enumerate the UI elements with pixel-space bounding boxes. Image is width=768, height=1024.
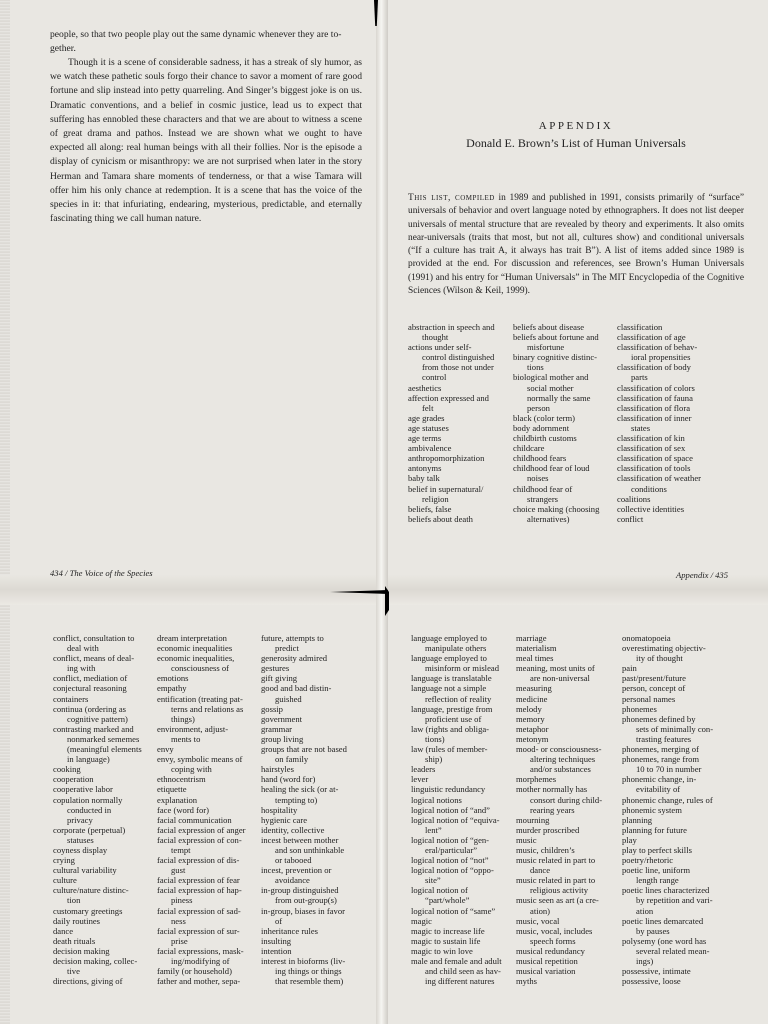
list-item: poetic lines demarcated (622, 915, 704, 926)
list-item: dance (53, 925, 74, 936)
list-item: conflict, means of deal- (53, 653, 135, 664)
list-item-continuation: conditions (631, 483, 667, 494)
list-item-continuation: consciousness of (171, 663, 229, 674)
list-item-continuation: tempting to) (275, 794, 318, 805)
list-item: mother normally has (516, 784, 588, 795)
list-item: beliefs about fortune and (513, 332, 599, 343)
list-item: logical notions (411, 794, 462, 805)
list-item-continuation: in language) (67, 754, 110, 765)
list-item-continuation: lent” (425, 824, 442, 835)
list-item-continuation: dance (530, 865, 551, 876)
list-item-continuation: ation) (530, 905, 551, 916)
list-item: copulation normally (53, 794, 123, 805)
list-item-continuation: tempt (171, 844, 191, 855)
universals-list-top-col-3 (617, 322, 701, 524)
list-item: medicine (516, 693, 548, 704)
list-item: classification of inner (617, 412, 692, 423)
list-item: conflict, consultation to (53, 633, 135, 643)
list-item: empathy (157, 683, 187, 694)
list-item-continuation: parts (631, 372, 648, 383)
list-item: logical notion of “gen- (411, 834, 490, 845)
page-folio-434: 434 / The Voice of the Species (50, 568, 153, 578)
list-item: phonemes, range from (622, 754, 700, 765)
list-item-continuation: piness (171, 895, 193, 906)
list-item: contrasting marked and (53, 723, 134, 734)
list-item: abstraction in speech and (408, 322, 495, 332)
list-item: music (516, 834, 537, 845)
list-item: logical notion of “same” (411, 905, 496, 916)
list-item: insulting (261, 935, 292, 946)
list-item-continuation: gust (171, 865, 186, 876)
list-item-continuation: ing different natures (425, 976, 495, 987)
body-paragraph-2: Though it is a scene of considerable sadness, it has a streak of sly humor, as we watch these pathetic souls forgo their chance to savor a moment of rare good fortune and slip instead into petty quarreling. And Singer’s biggest joke is on us. Dramatic conventions, and a belief in cosmic justice, lead us to expect that suffering has ennobled these characters and that we are about to witness a scene of great drama and pathos. Instead we are shown what we ought to have expected all along: real human beings with all their follies. Nor is the episode a display of cynicism or misanthropy: we are not surprised when later in the story Herman and Tamara share moments of tenderness, or that a wise Tamara will offer him his only chance at redemption. It is a scene that has the voice of the species in it: that infuriating, endearing, mysterious, predictable, and eternally fascinating thing we call human nature. (50, 57, 362, 225)
list-item-continuation: several related mean- (636, 945, 710, 956)
list-item: overestimating objectiv- (622, 643, 706, 654)
list-item: death rituals (53, 935, 96, 946)
list-item: poetic lines characterized (622, 885, 710, 896)
list-item: mood- or consciousness- (516, 744, 602, 755)
list-item-continuation: ings) (636, 956, 654, 966)
list-item: childhood fears (513, 453, 567, 464)
list-item-continuation: consort during child- (530, 794, 603, 805)
list-item: onomatopoeia (622, 633, 671, 643)
list-item: inheritance rules (261, 925, 319, 936)
list-item: gift giving (261, 673, 298, 684)
list-item-continuation: tions (527, 362, 544, 373)
list-item: beliefs about death (408, 513, 473, 524)
list-item: collective identities (617, 503, 685, 514)
book-page-edge (0, 0, 10, 1024)
list-item: phonemes, merging of (622, 744, 699, 755)
list-item-continuation: felt (422, 402, 434, 413)
list-item-continuation: reflection of reality (425, 693, 492, 704)
universals-list-bottom-right-col-1 (411, 633, 502, 986)
list-item: language employed to (411, 633, 487, 643)
list-item-continuation: privacy (67, 814, 93, 825)
list-item-continuation: religious activity (530, 885, 588, 896)
page-folio-435: Appendix / 435 (676, 570, 729, 580)
list-item-continuation: that resemble them) (275, 976, 344, 987)
list-item-continuation: coping with (171, 764, 212, 775)
list-item: meaning, most units of (516, 663, 595, 674)
list-item: etiquette (157, 784, 187, 795)
list-item: language employed to (411, 653, 487, 664)
list-item: phonemic system (622, 804, 682, 815)
list-item: musical variation (516, 966, 576, 977)
list-item: past/present/future (622, 673, 686, 684)
list-item-continuation: prise (171, 935, 188, 946)
list-item-continuation: guished (275, 693, 302, 704)
list-item-continuation: or tabooed (275, 855, 312, 866)
list-item-continuation: “part/whole” (425, 895, 470, 906)
list-item: facial expression of fear (157, 875, 240, 886)
list-item: beliefs, false (408, 503, 452, 514)
list-item-continuation: statuses (67, 834, 94, 845)
list-item: actions under self- (408, 342, 472, 353)
list-item: interest in bioforms (liv- (261, 956, 346, 966)
list-item: hairstyles (261, 764, 294, 775)
list-item-continuation: (meaningful elements (67, 744, 142, 755)
list-item: possessive, loose (622, 976, 681, 987)
list-item: hand (word for) (261, 774, 316, 785)
list-item: linguistic redundancy (411, 784, 486, 795)
list-item: measuring (516, 683, 552, 694)
list-item-continuation: on family (275, 754, 309, 765)
list-item-continuation: trasting features (636, 733, 692, 744)
list-item: in-group distinguished (261, 885, 339, 896)
list-item-continuation: control distinguished (422, 352, 495, 363)
list-item-continuation: avoidance (275, 875, 310, 886)
list-item: childhood fear of loud (513, 463, 590, 474)
list-item: logical notion of (411, 885, 468, 896)
list-item: language not a simple (411, 683, 487, 694)
list-item: meal times (516, 653, 554, 664)
list-item: planning for future (622, 824, 687, 835)
list-item: age statuses (408, 422, 449, 433)
list-item: poetic line, uniform (622, 865, 691, 876)
list-item: affection expressed and (408, 392, 489, 403)
list-item: age terms (408, 433, 442, 444)
list-item: family (or household) (157, 966, 232, 977)
list-item: entification (treating pat- (157, 693, 243, 704)
list-item-continuation: ioral propensities (631, 352, 691, 363)
list-item: planning (622, 814, 653, 825)
list-item-continuation: tions) (425, 733, 445, 744)
list-item: facial expression of sad- (157, 905, 241, 916)
list-item: decision making (53, 945, 110, 956)
list-item: facial communication (157, 814, 232, 825)
list-item-continuation: normally the same (527, 392, 591, 403)
list-item: law (rules of member- (411, 744, 488, 755)
appendix-heading: APPENDIX (538, 120, 614, 132)
list-item-continuation: misinform or mislead (425, 663, 499, 674)
list-item: classification of behav- (617, 342, 698, 353)
list-item: marriage (516, 633, 547, 643)
list-item: ethnocentrism (157, 774, 206, 785)
list-item: belief in supernatural/ (408, 483, 484, 494)
list-item: cooperative labor (53, 784, 113, 795)
list-item: hospitality (261, 804, 298, 815)
list-item: coalitions (617, 493, 651, 504)
list-item: father and mother, sepa- (157, 976, 241, 987)
list-item-continuation: person (527, 402, 550, 413)
list-item-continuation: tive (67, 966, 80, 977)
list-item-continuation: strangers (527, 493, 559, 504)
list-item: environment, adjust- (157, 723, 229, 734)
list-item: economic inequalities, (157, 653, 235, 664)
list-item: emotions (157, 673, 189, 684)
list-item: facial expression of hap- (157, 885, 242, 896)
list-item: cooperation (53, 774, 94, 785)
list-item: anthropomorphization (408, 453, 485, 464)
list-item: metaphor (516, 723, 549, 734)
list-item: classification of fauna (617, 392, 693, 403)
list-item: body adornment (513, 422, 570, 433)
list-item: culture (53, 875, 77, 886)
list-item-continuation: and/or substances (530, 764, 591, 775)
body-paragraph-1: people, so that two people play out the same dynamic whenever they are to- gether. (50, 29, 342, 55)
list-item-continuation: ity of thought (636, 653, 683, 664)
list-item-continuation: eral/particular” (425, 844, 478, 855)
list-item: mourning (516, 814, 550, 825)
list-item-continuation: length range (636, 875, 679, 886)
list-item: myths (516, 976, 538, 987)
list-item: good and bad distin- (261, 683, 332, 694)
list-item: conflict (617, 513, 644, 524)
list-item-continuation: misfortune (527, 342, 565, 353)
list-item-continuation: by repetition and vari- (636, 895, 713, 906)
list-item-continuation: deal with (67, 643, 99, 654)
intro-body: in 1989 and published in 1991, consists primarily of “surface” universals of behavior and overt language noted by ethnographers. It does not list deeper universals of mental structure that are revealed by theory and experiments. It also omits near-universals (traits that most, but not all, cultures show) and conditional universals (“If a culture has trait A, it always has trait B”). A list of items added since 1989 is provided at the end. For discussion and references, see Brown’s Human Universals (1991) and his entry for “Human Universals” in The MIT Encyclopedia of the Cognitive Sciences (Wilson & Keil, 1999). (408, 193, 744, 297)
list-item: conflict, mediation of (53, 673, 128, 684)
list-item: envy (157, 744, 174, 755)
list-item: classification of age (617, 332, 686, 343)
list-item-continuation: noises (527, 473, 549, 484)
list-item: childcare (513, 443, 545, 454)
list-item: person, concept of (622, 683, 686, 694)
list-item: culture/nature distinc- (53, 885, 129, 896)
list-item-continuation: religion (422, 493, 449, 504)
list-item: group living (261, 733, 304, 744)
list-item: music, children’s (516, 844, 575, 855)
list-item-continuation: ing with (67, 663, 96, 674)
list-item: incest between mother (261, 834, 339, 845)
list-item: leaders (411, 764, 436, 775)
list-item: generosity admired (261, 653, 328, 664)
list-item: classification of sex (617, 443, 686, 454)
list-item-continuation: ness (171, 915, 186, 926)
list-item: classification of weather (617, 473, 701, 484)
list-item-continuation: tion (67, 895, 81, 906)
list-item: logical notion of “and” (411, 804, 490, 815)
list-item: play (622, 834, 637, 845)
list-item: magic to increase life (411, 925, 485, 936)
universals-list-bottom-left-col-3 (261, 633, 347, 986)
list-item: coyness display (53, 844, 108, 855)
list-item-continuation: states (631, 422, 651, 433)
list-item: classification (617, 322, 663, 332)
list-item-continuation: and child seen as hav- (425, 966, 501, 977)
list-item: music seen as art (a cre- (516, 895, 599, 906)
list-item: logical notion of “not” (411, 855, 489, 866)
list-item: facial expression of sur- (157, 925, 240, 936)
list-item: facial expression of dis- (157, 855, 240, 866)
list-item: identity, collective (261, 824, 325, 835)
list-item: future, attempts to (261, 633, 324, 643)
list-item: music, vocal, includes (516, 925, 593, 936)
list-item: classification of space (617, 453, 693, 464)
list-item-continuation: ments to (171, 733, 201, 744)
universals-list-bottom-right-col-3 (622, 633, 713, 986)
list-item: language, prestige from (411, 703, 493, 714)
list-item: music related in part to (516, 875, 596, 886)
list-item-continuation: alternatives) (527, 513, 570, 524)
list-item: phonemic change, in- (622, 774, 697, 785)
list-item: baby talk (408, 473, 440, 484)
list-item: murder proscribed (516, 824, 580, 835)
list-item: grammar (261, 723, 293, 734)
list-item: in-group, biases in favor (261, 905, 346, 916)
list-item: phonemes (622, 703, 657, 714)
list-item: logical notion of “equiva- (411, 814, 500, 825)
list-item: childhood fear of (513, 483, 573, 494)
list-item: male and female and adult (411, 956, 502, 966)
list-item-continuation: 10 to 70 in number (636, 764, 702, 775)
list-item: polysemy (one word has (622, 935, 707, 946)
list-item: hygienic care (261, 814, 308, 825)
list-item: memory (516, 713, 545, 724)
list-item: aesthetics (408, 382, 442, 393)
list-item: possessive, intimate (622, 966, 691, 977)
list-item-continuation: control (422, 372, 447, 383)
list-item: incest, prevention or (261, 865, 332, 876)
list-item-continuation: altering techniques (530, 754, 596, 765)
list-item: phonemic change, rules of (622, 794, 713, 805)
list-item: envy, symbolic means of (157, 754, 243, 765)
list-item: morphemes (516, 774, 557, 785)
list-item: magic to win love (411, 945, 473, 956)
list-item: explanation (157, 794, 198, 805)
list-item: lever (411, 774, 429, 785)
appendix-title: Donald E. Brown’s List of Human Universals (466, 136, 686, 150)
list-item: continua (ordering as (53, 703, 127, 714)
list-item-continuation: conducted in (67, 804, 112, 815)
list-item-continuation: rearing years (530, 804, 575, 815)
list-item-continuation: and son unthinkable (275, 844, 345, 855)
list-item: classification of body (617, 362, 691, 373)
list-item: melody (516, 703, 542, 714)
list-item-continuation: ation (636, 905, 654, 916)
list-item-continuation: are non-universal (530, 673, 590, 684)
list-item: cooking (53, 764, 81, 775)
list-item: directions, giving of (53, 976, 123, 987)
list-item: black (color term) (513, 412, 576, 423)
list-item: healing the sick (or at- (261, 784, 339, 795)
list-item: music, vocal (516, 915, 560, 926)
list-item: classification of tools (617, 463, 691, 474)
list-item: intention (261, 945, 292, 956)
list-item: ambivalence (408, 443, 452, 454)
list-item: childbirth customs (513, 433, 577, 444)
universals-list-top-col-2 (513, 322, 599, 524)
list-item-continuation: from those not under (422, 362, 494, 373)
universals-list-bottom-right-col-2 (516, 633, 602, 986)
list-item-continuation: of (275, 915, 283, 926)
list-item: cultural variability (53, 865, 117, 876)
list-item: metonym (516, 733, 549, 744)
universals-list-top-col-1 (408, 322, 495, 524)
list-item: choice making (choosing (513, 503, 600, 514)
list-item: binary cognitive distinc- (513, 352, 598, 363)
list-item: decision making, collec- (53, 956, 138, 966)
list-item-continuation: nonmarked sememes (67, 733, 140, 744)
list-item: customary greetings (53, 905, 123, 916)
list-item-continuation: ing things or things (275, 966, 342, 977)
list-item: face (word for) (157, 804, 210, 815)
list-item: music related in part to (516, 855, 596, 866)
universals-list-bottom-left-col-2 (157, 633, 246, 986)
list-item: poetry/rhetoric (622, 855, 674, 866)
list-item-continuation: social mother (527, 382, 574, 393)
list-item: conjectural reasoning (53, 683, 127, 694)
list-item: musical redundancy (516, 945, 585, 956)
list-item: pain (622, 663, 637, 674)
list-item: corporate (perpetual) (53, 824, 126, 835)
list-item: daily routines (53, 915, 101, 926)
list-item: facial expression of anger (157, 824, 246, 835)
list-item: crying (53, 855, 75, 866)
list-item-continuation: thought (422, 332, 449, 343)
list-item: personal names (622, 693, 676, 704)
list-item: musical repetition (516, 956, 578, 966)
appendix-intro (408, 192, 744, 298)
list-item-continuation: speech forms (530, 935, 576, 946)
universals-list-bottom-left-col-1 (53, 633, 142, 986)
list-item: biological mother and (513, 372, 589, 383)
list-item-continuation: site” (425, 875, 441, 886)
list-item: economic inequalities (157, 643, 233, 654)
list-item-continuation: terns and relations as (171, 703, 244, 714)
book-gutter (376, 0, 388, 1024)
list-item: facial expressions, mask- (157, 945, 244, 956)
list-item: beliefs about disease (513, 322, 585, 332)
list-item: materialism (516, 643, 557, 654)
list-item: classification of flora (617, 402, 691, 413)
list-item-continuation: predict (275, 643, 299, 654)
list-item: law (rights and obliga- (411, 723, 490, 734)
list-item-continuation: from out-group(s) (275, 895, 337, 906)
list-item: government (261, 713, 303, 724)
list-item: gossip (261, 703, 283, 714)
list-item: magic (411, 915, 432, 926)
list-item: logical notion of “oppo- (411, 865, 494, 876)
list-item: groups that are not based (261, 744, 347, 755)
list-item: language is translatable (411, 673, 492, 684)
list-item: phonemes defined by (622, 713, 696, 724)
list-item-continuation: by pauses (636, 925, 670, 936)
list-item-continuation: ship) (425, 754, 443, 765)
list-item-continuation: ing/modifying of (171, 956, 230, 966)
intro-lead: This list, compiled (408, 193, 495, 203)
list-item: classification of kin (617, 433, 685, 444)
list-item: gestures (261, 663, 290, 674)
list-item: dream interpretation (157, 633, 227, 643)
list-item-continuation: proficient use of (425, 713, 482, 724)
list-item: facial expression of con- (157, 834, 242, 845)
list-item-continuation: manipulate others (425, 643, 487, 654)
list-item: classification of colors (617, 382, 695, 393)
list-item: containers (53, 693, 89, 704)
list-item-continuation: evitability of (636, 784, 681, 795)
list-item: age grades (408, 412, 445, 423)
list-item: magic to sustain life (411, 935, 481, 946)
list-item-continuation: sets of minimally con- (636, 723, 714, 734)
list-item-continuation: things) (171, 713, 195, 724)
list-item: play to perfect skills (622, 844, 692, 855)
list-item-continuation: cognitive pattern) (67, 713, 128, 724)
list-item: antonyms (408, 463, 442, 474)
